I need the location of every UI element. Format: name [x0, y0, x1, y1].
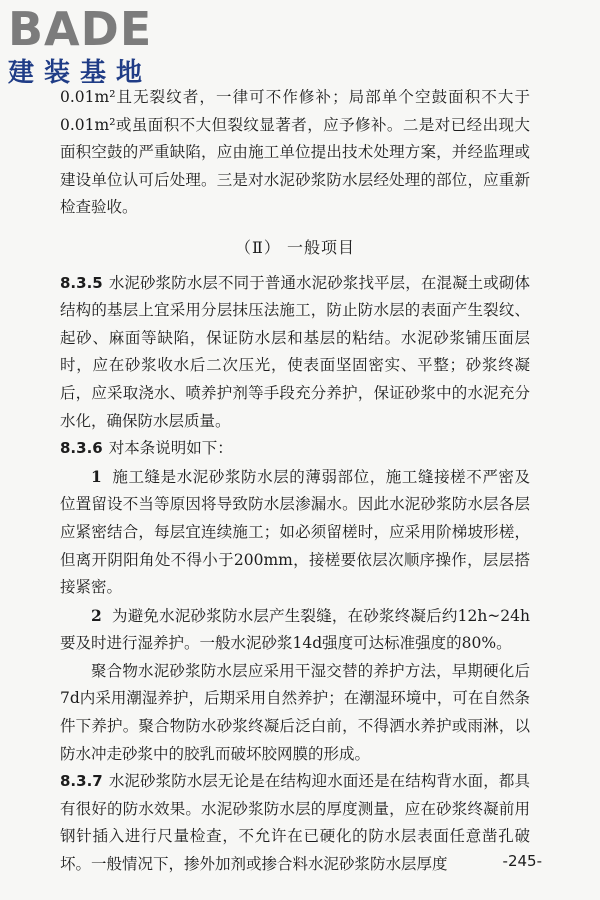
clause-text: 水泥砂浆防水层不同于普通水泥砂浆找平层，在混凝土或砌体结构的基层上宜采用分层抹压法施工，防止防水层的表面产生裂纹、起砂、麻面等缺陷，保证防水层和基层的粘结。水泥砂浆铺压面层时，应在砂浆收水后二次压光，使表面坚固密实、平整；砂浆终凝后，应采取浇水、喷养护剂等手段充分养护，保证砂浆中的水泥充分水化，确保防水层质量。	[60, 273, 530, 430]
clause-8-3-6	[60, 435, 530, 463]
item-text: 为避免水泥砂浆防水层产生裂缝，在砂浆终凝后约12h~24h要及时进行湿养护。一般水泥砂浆14d强度可达标准强度的80%。	[60, 606, 530, 653]
continuation-paragraph: 0.01m²且无裂纹者，一律可不作修补；局部单个空鼓面积不大于0.01m²或虽面积不大但裂纹显著者，应予修补。二是对已经出现大面积空鼓的严重缺陷，应由施工单位提出技术处理方案，并经监理或建设单位认可后处理。三是对水泥砂浆防水层经处理的部位，应重新检查验收。	[60, 88, 530, 217]
clause-8-3-6-item-2	[60, 602, 530, 658]
clause-8-3-6-item-1	[60, 463, 530, 602]
logo-wordmark: BADE	[8, 2, 153, 56]
clause-8-3-5	[60, 270, 530, 436]
clause-8-3-7	[60, 768, 530, 878]
clause-number: 8.3.7	[60, 772, 103, 791]
clause-text: 水泥砂浆防水层无论是在结构迎水面还是在结构背水面，都具有很好的防水效果。水泥砂浆防水层的厚度测量，应在砂浆终凝前用钢针插入进行尺量检查，不允许在已硬化的防水层表面任意凿孔破坏。一般情况下，掺外加剂或掺合料水泥砂浆防水层厚度	[60, 772, 530, 874]
clause-number: 8.3.6	[60, 439, 103, 458]
clause-intro: 对本条说明如下：	[108, 439, 233, 458]
section-heading: （Ⅱ） 一般项目	[235, 237, 355, 257]
body-text	[60, 84, 530, 879]
item-number: 1	[91, 466, 102, 486]
page-number: -245-	[502, 852, 542, 870]
polymer-mortar-paragraph: 聚合物水泥砂浆防水层应采用干湿交替的养护方法，早期硬化后7d内采用潮湿养护，后期采用自然养护；在潮湿环境中，可在自然条件下养护。聚合物防水砂浆终凝后泛白前，不得洒水养护或雨淋，以防水冲走砂浆中的胶乳而破坏胶网膜的形成。	[60, 661, 530, 763]
item-number: 2	[91, 605, 102, 625]
watermark-logo	[8, 4, 178, 94]
logo-subtitle: 建装基地	[8, 58, 153, 88]
item-text: 施工缝是水泥砂浆防水层的薄弱部位，施工缝接槎不严密及位置留设不当等原因将导致防水层渗漏水。因此水泥砂浆防水层各层应紧密结合，每层宜连续施工；如必须留槎时，应采用阶梯坡形槎，但离开阴阳角处不得小于200mm，接槎要依层次顺序操作，层层搭接紧密。	[60, 467, 530, 597]
clause-number: 8.3.5	[60, 273, 103, 292]
